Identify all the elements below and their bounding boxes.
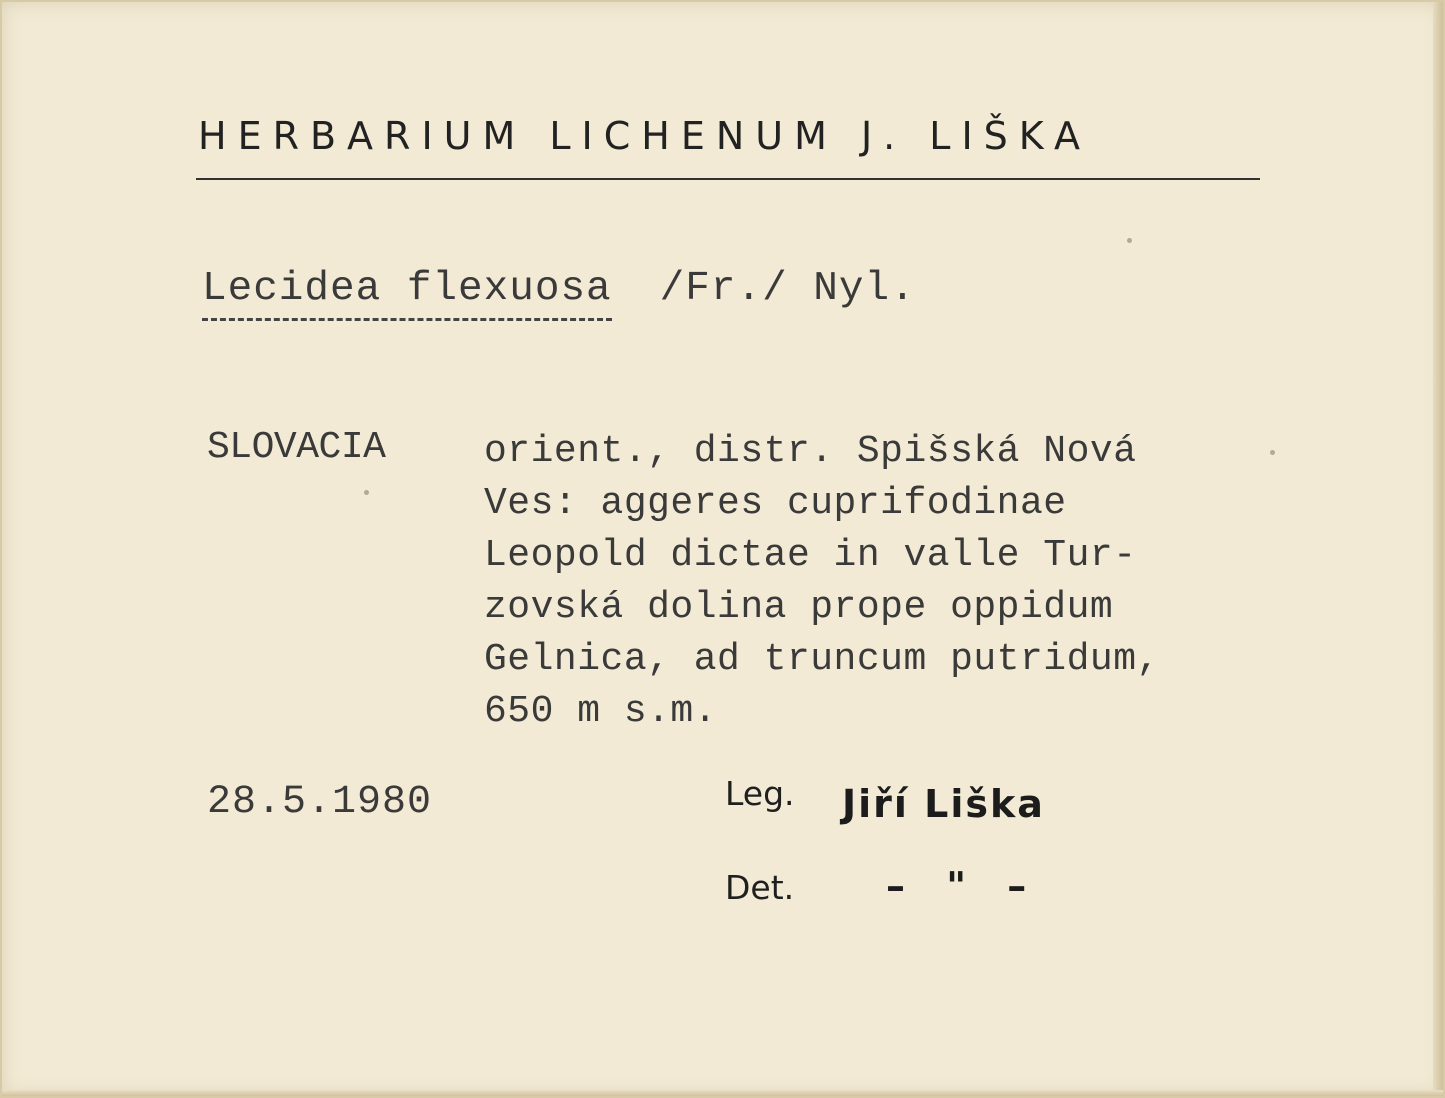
locality-line: zovská dolina prope oppidum xyxy=(484,586,1114,629)
locality-line: 650 m s.m. xyxy=(484,690,718,733)
header-divider xyxy=(196,178,1260,180)
determiner-ditto: – " – xyxy=(886,864,1041,908)
locality-region: SLOVACIA xyxy=(207,426,386,469)
locality-description xyxy=(484,426,1160,738)
card-edge-right xyxy=(1433,2,1443,1098)
leg-label: Leg. xyxy=(725,774,795,813)
species-line xyxy=(202,266,916,312)
collection-date: 28.5.1980 xyxy=(207,780,433,825)
card-edge-bottom xyxy=(2,1090,1445,1096)
det-label: Det. xyxy=(725,868,795,907)
collector-name: Jiří Liška xyxy=(842,782,1045,826)
paper-speck xyxy=(1127,238,1132,243)
locality-line: orient., distr. Spišská Nová xyxy=(484,430,1137,473)
species-name: Lecidea flexuosa xyxy=(202,266,612,321)
locality-line: Ves: aggeres cuprifodinae xyxy=(484,482,1067,525)
species-authority: /Fr./ Nyl. xyxy=(659,266,916,312)
locality-line: Gelnica, ad truncum putridum, xyxy=(484,638,1160,681)
paper-speck xyxy=(364,490,369,495)
herbarium-title: HERBARIUM LICHENUM J. LIŠKA xyxy=(198,114,1092,158)
locality-line: Leopold dictae in valle Tur- xyxy=(484,534,1137,577)
paper-speck xyxy=(1270,450,1275,455)
